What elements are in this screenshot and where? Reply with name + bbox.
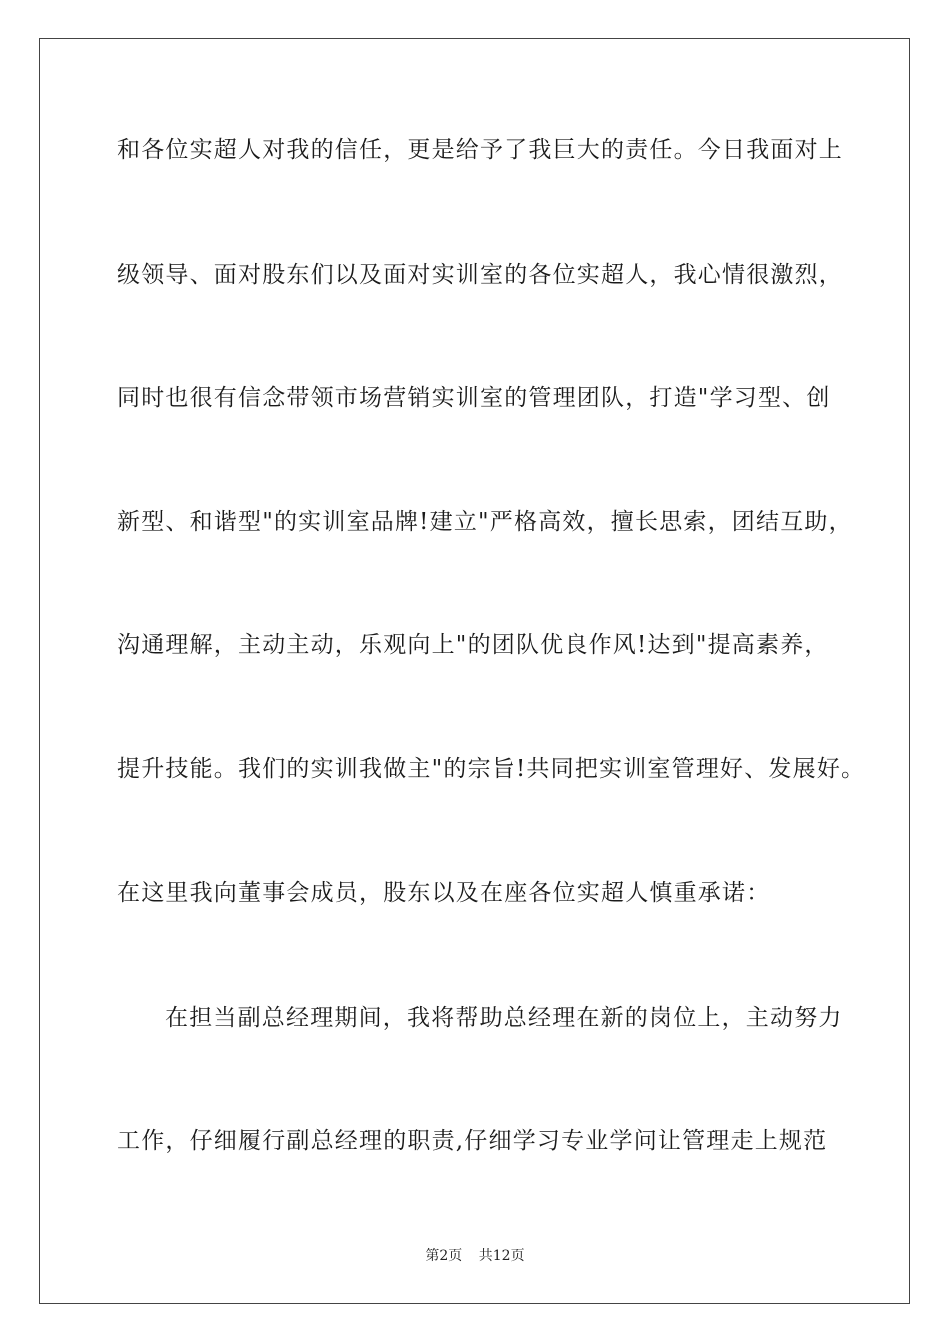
text-line-3: 同时也很有信念带领市场营销实训室的管理团队，打造"学习型、创: [117, 385, 831, 411]
page-border: [39, 38, 910, 1304]
text-line-6: 提升技能。我们的实训我做主"的宗旨!共同把实训室管理好、发展好。: [117, 756, 866, 782]
text-line-5: 沟通理解，主动主动，乐观向上"的团队优良作风!达到"提高素养，: [117, 632, 829, 658]
page-footer: [0, 1247, 950, 1265]
total-pages: 共12页: [478, 1248, 525, 1264]
page-number: 第2页: [425, 1248, 463, 1264]
text-line-1: 和各位实超人对我的信任，更是给予了我巨大的责任。今日我面对上: [117, 137, 843, 163]
text-line-7: 在这里我向董事会成员，股东以及在座各位实超人慎重承诺：: [117, 880, 771, 906]
text-line-9: 工作，仔细履行副总经理的职责,仔细学习专业学问让管理走上规范: [117, 1128, 828, 1154]
text-line-8: 在担当副总经理期间，我将帮助总经理在新的岗位上，主动努力: [165, 1005, 843, 1031]
text-line-2: 级领导、面对股东们以及面对实训室的各位实超人，我心情很激烈，: [117, 262, 843, 288]
text-line-4: 新型、和谐型"的实训室品牌!建立"严格高效，擅长思索，团结互助，: [117, 509, 853, 535]
